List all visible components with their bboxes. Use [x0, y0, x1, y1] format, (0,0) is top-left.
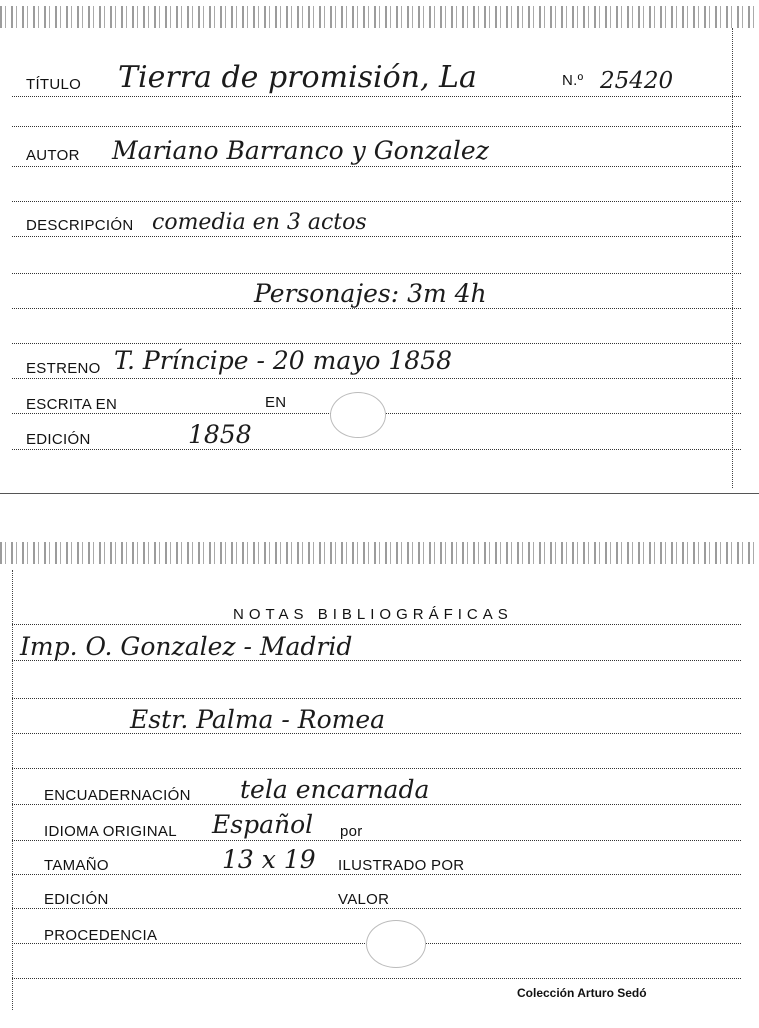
catalog-card-back [0, 540, 759, 1028]
rule [12, 273, 741, 274]
label-estreno: ESTRENO [26, 360, 101, 377]
label-autor: AUTOR [26, 147, 80, 164]
label-procedencia: PROCEDENCIA [44, 927, 158, 944]
rule-autor [12, 166, 741, 167]
collection-footer: Colección Arturo Sedó [517, 986, 647, 1000]
value-titulo: Tierra de promisión, La [118, 60, 477, 95]
rule-edicion [12, 449, 741, 450]
scan-edge-noise [0, 6, 759, 28]
value-encuadernacion: tela encarnada [240, 775, 430, 804]
label-titulo: TÍTULO [26, 76, 82, 93]
card-left-border [12, 570, 13, 1010]
rule-estreno [12, 378, 741, 379]
label-edicion: EDICIÓN [26, 431, 91, 448]
catalog-card-front [0, 0, 759, 495]
label-ilustrado-por: ILUSTRADO POR [338, 857, 465, 874]
rule [12, 201, 741, 202]
label-tamano: TAMAÑO [44, 857, 109, 874]
label-en: EN [265, 394, 287, 411]
value-tamano: 13 x 19 [222, 845, 316, 874]
value-numero: 25420 [600, 68, 674, 94]
rule [12, 624, 741, 625]
value-autor: Mariano Barranco y Gonzalez [112, 136, 489, 165]
value-idioma-original: Español [212, 810, 314, 839]
value-edicion: 1858 [188, 420, 252, 449]
stamp-hole [366, 920, 426, 968]
label-descripcion: DESCRIPCIÓN [26, 217, 134, 234]
value-descripcion: comedia en 3 actos [152, 210, 367, 235]
rule-encuadernacion [12, 804, 741, 805]
note-2: Estr. Palma - Romea [130, 705, 386, 734]
card-right-border [732, 28, 733, 488]
value-personajes: Personajes: 3m 4h [254, 279, 487, 308]
label-idioma-original: IDIOMA ORIGINAL [44, 823, 177, 840]
note-1: Imp. O. Gonzalez - Madrid [20, 632, 353, 661]
rule-descripcion [12, 236, 741, 237]
rule-edicion [12, 908, 741, 909]
scan-edge-noise [0, 542, 759, 564]
rule-idioma [12, 840, 741, 841]
rule [12, 126, 741, 127]
rule [12, 343, 741, 344]
rule-tamano [12, 874, 741, 875]
value-estreno: T. Príncipe - 20 mayo 1858 [114, 346, 453, 375]
label-encuadernacion: ENCUADERNACIÓN [44, 787, 191, 804]
label-edicion: EDICIÓN [44, 891, 109, 908]
rule [12, 768, 741, 769]
label-escrita-en: ESCRITA EN [26, 396, 118, 413]
rule [12, 698, 741, 699]
stamp-hole [330, 392, 386, 438]
rule-titulo [12, 96, 741, 97]
label-valor: VALOR [338, 891, 390, 908]
label-por: por [340, 823, 363, 840]
rule [12, 978, 741, 979]
notes-heading: NOTAS BIBLIOGRÁFICAS [233, 606, 513, 623]
label-numero: N.º [562, 72, 584, 89]
rule [12, 308, 741, 309]
card-separator [0, 493, 759, 494]
